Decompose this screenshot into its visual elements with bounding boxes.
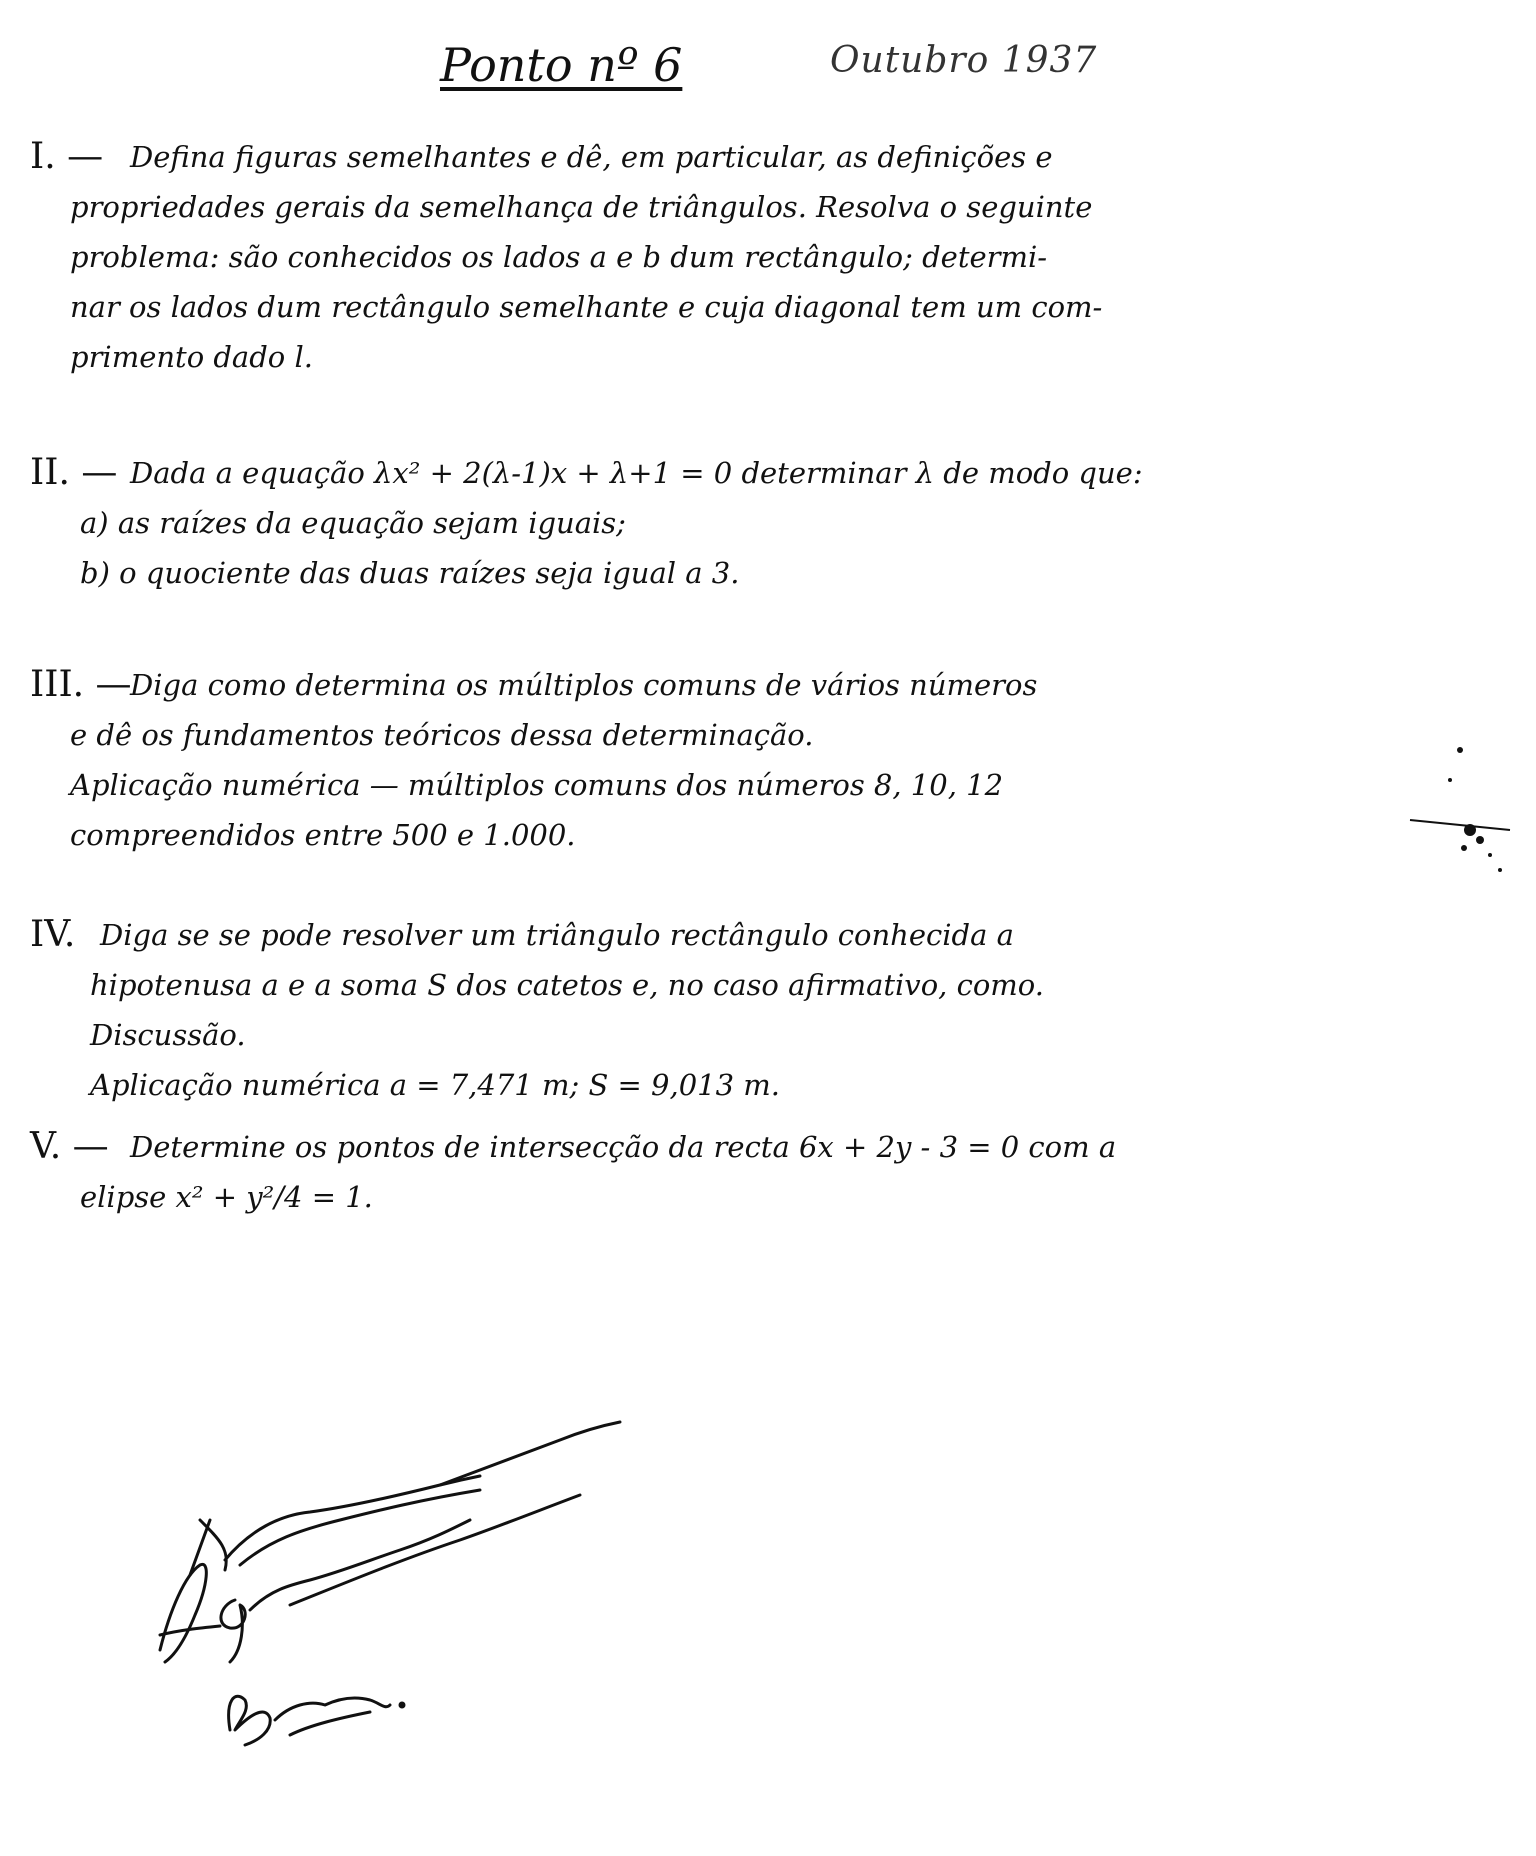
question-line: primento dado l. xyxy=(70,340,313,374)
page-date: Outubro 1937 xyxy=(830,40,1098,81)
header xyxy=(440,28,1240,108)
question-line: nar os lados dum rectângulo semelhante e cuja diagonal tem um com- xyxy=(70,290,1103,324)
question-number: IV. xyxy=(30,914,76,955)
question-line: hipotenusa a e a soma S dos catetos e, no caso afirmativo, como. xyxy=(90,968,1044,1002)
signature-scribbles xyxy=(140,1400,740,1780)
question-line: compreendidos entre 500 e 1.000. xyxy=(70,818,576,852)
question-line: elipse x² + y²/4 = 1. xyxy=(80,1180,373,1214)
question-line: Diga se se pode resolver um triângulo rectângulo conhecida a xyxy=(100,918,1014,952)
question-line: Determine os pontos de intersecção da recta 6x + 2y - 3 = 0 com a xyxy=(130,1130,1117,1164)
signatures xyxy=(140,1400,740,1780)
page-title: Ponto nº 6 xyxy=(440,38,683,92)
question-line: problema: são conhecidos os lados a e b dum rectângulo; determi- xyxy=(70,240,1048,274)
question-number: I. — xyxy=(30,136,104,177)
question-line: propriedades gerais da semelhança de triângulos. Resolva o seguinte xyxy=(70,190,1093,224)
question-number: III. — xyxy=(30,664,132,705)
question-line: Diga como determina os múltiplos comuns de vários números xyxy=(130,668,1038,702)
question-line: e dê os fundamentos teóricos dessa determinação. xyxy=(70,718,814,752)
question-line: Aplicação numérica — múltiplos comuns dos números 8, 10, 12 xyxy=(70,768,1004,802)
question-line: b) o quociente das duas raízes seja igual a 3. xyxy=(80,556,740,590)
question-number: II. — xyxy=(30,452,118,493)
question-line: Dada a equação λx² + 2(λ-1)x + λ+1 = 0 determinar λ de modo que: xyxy=(130,456,1143,490)
question-line: Aplicação numérica a = 7,471 m; S = 9,013 m. xyxy=(90,1068,781,1102)
question-line: Discussão. xyxy=(90,1018,246,1052)
ink-specks xyxy=(1400,720,1520,920)
question-line: Defina figuras semelhantes e dê, em particular, as definições e xyxy=(130,140,1053,174)
question-number: V. — xyxy=(30,1126,109,1167)
question-line: a) as raízes da equação sejam iguais; xyxy=(80,506,626,540)
ink-speck-marks xyxy=(1400,720,1520,920)
